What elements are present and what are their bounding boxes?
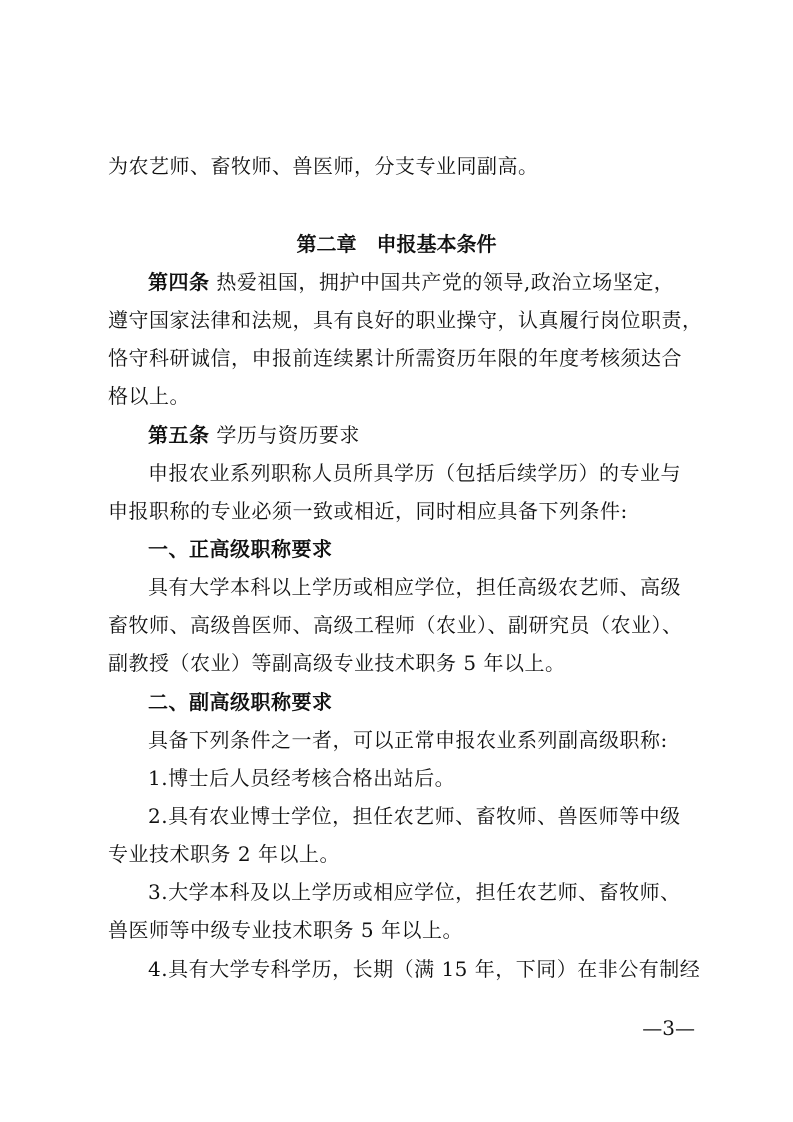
list-item: 2.具有农业博士学位，担任农艺师、畜牧师、兽医师等中级 [148,804,681,828]
text-line: 申报农业系列职称人员所具学历（包括后续学历）的专业与 [148,461,681,485]
text-line: 恪守科研诚信，申报前连续累计所需资历年限的年度考核须达合 [108,346,682,370]
text-line: 兽医师等中级专业技术职务 5 年以上。 [108,918,463,942]
section-2-heading: 二、副高级职称要求 [148,690,333,714]
text-line: 为农艺师、畜牧师、兽医师，分支专业同副高。 [108,154,539,178]
list-item: 3.大学本科及以上学历或相应学位，担任农艺师、畜牧师、 [148,880,681,904]
text-line: 副教授（农业）等副高级专业技术职务 5 年以上。 [108,651,566,675]
article-5-first-line [148,421,694,449]
article-4-first-line [148,268,694,296]
text-line: 专业技术职务 2 年以上。 [108,842,340,866]
article-4-label: 第四条 [148,270,210,294]
text-line: 申报职称的专业必须一致或相近，同时相应具备下列条件: [108,499,628,523]
page-number: —3— [642,1016,695,1040]
article-4-text: 热爱祖国，拥护中国共产党的领导,政治立场坚定， [209,270,675,294]
article-5-text: 学历与资历要求 [209,423,360,447]
text-line: 具有大学本科以上学历或相应学位，担任高级农艺师、高级 [148,575,681,599]
text-line: 具备下列条件之一者，可以正常申报农业系列副高级职称: [148,728,668,752]
section-1-heading: 一、正高级职称要求 [148,537,333,561]
chapter-heading: 第二章 申报基本条件 [296,232,497,256]
list-item: 1.博士后人员经考核合格出站后。 [148,766,456,790]
text-line: 遵守国家法律和法规，具有良好的职业操守，认真履行岗位职责， [108,308,703,332]
article-5-label: 第五条 [148,423,210,447]
text-line: 畜牧师、高级兽医师、高级工程师（农业）、副研究员（农业）、 [108,613,683,637]
text-line: 格以上。 [108,384,190,408]
list-item: 4.具有大学专科学历，长期（满 15 年，下同）在非公有制经 [148,957,701,981]
